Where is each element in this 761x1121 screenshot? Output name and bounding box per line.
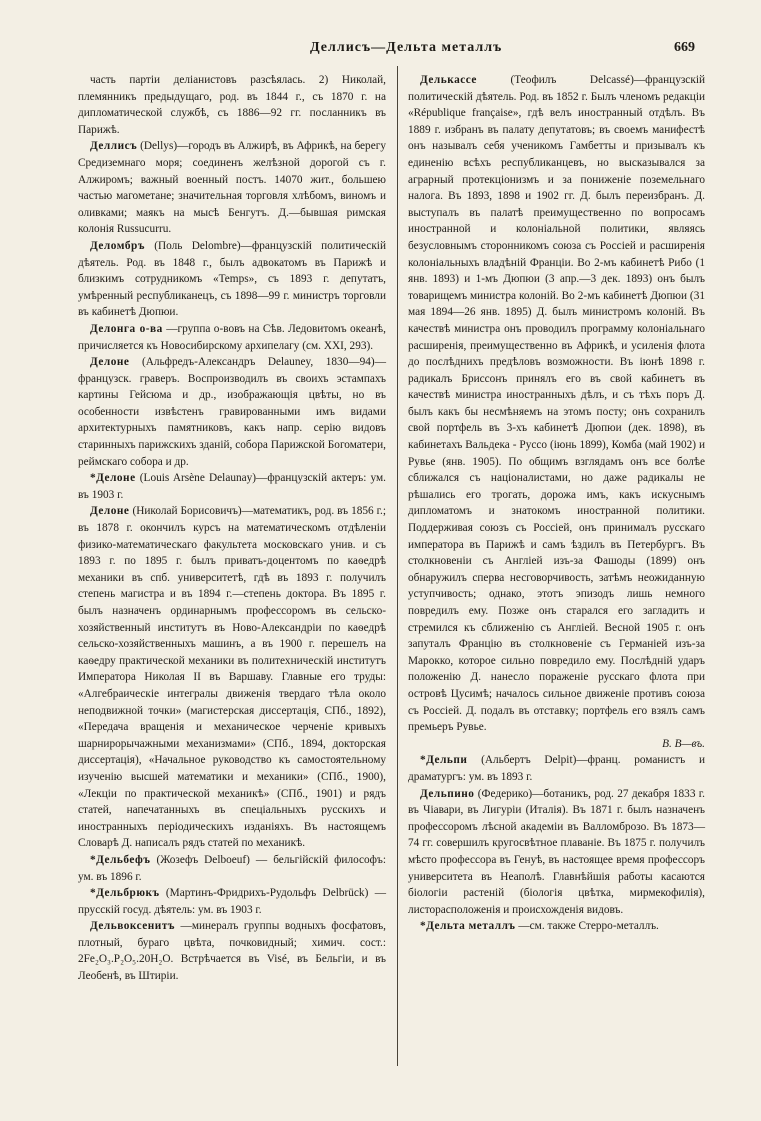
entry-text: (Альбертъ Delpit)—франц. романистъ и драматургъ: ум. въ 1893 г. xyxy=(408,754,705,783)
entry-text: (Dellys)—городъ въ Алжирѣ, въ Африкѣ, на берегу Средиземнаго моря; соединенъ желѣзной дорогой съ г. Алжиромъ; важный военный постъ. 14070 жит., большею частью магометане; значительная торговля хлѣбомъ, виномъ и оливками; маякъ на мысѣ Бенгутъ. Д.—бывшая римская колонія Russucurru. xyxy=(78,140,387,236)
dictionary-entry xyxy=(408,918,705,935)
dictionary-entry xyxy=(408,72,705,736)
right-column xyxy=(408,72,705,935)
entry-headword: *Дельта металлъ xyxy=(420,920,516,933)
entry-text: —см. также Стерро-металлъ. xyxy=(518,920,659,933)
left-column xyxy=(78,72,386,985)
entry-headword: *Дельбрюкъ xyxy=(90,887,160,900)
dictionary-entry xyxy=(78,918,386,984)
dictionary-entry xyxy=(78,138,386,238)
column-divider xyxy=(397,66,398,1066)
entry-headword: Делькассе xyxy=(420,74,477,86)
entry-text: —минералъ группы водныхъ фосфатовъ, плотный, бураго цвѣта, почковидный; химич. сост.: 2Fe₂O₃.P₂O₅.20H₂O. Встрѣчается въ Visé, въ Бельгіи, и въ Леобенѣ, въ Штиріи. xyxy=(78,920,386,983)
dictionary-entry xyxy=(78,885,386,918)
entry-text: (Николай Борисовичъ)—математикъ, род. въ 1856 г.; въ 1878 г. окончилъ курсъ на математическомъ отдѣленіи физико-математическаго факультета московскаго унив. и съ 1893 г. по 1895 г. былъ приватъ-доцентомъ по каѳедрѣ механики въ спб. университетѣ, гдѣ въ 1893 г. получилъ степень магистра и въ 1894 г.—степень доктора. Въ 1895 г. былъ назначенъ ординарнымъ профессоромъ въ сельско-хозяйственный институтъ въ Ново-Александріи по каѳедрѣ сельско-хозяйственныхъ машинъ, а въ 1900 г. перешелъ на каѳедру практической механики въ политехническій институтъ Императора Николая II въ Варшаву. Главные его труды: «Алгебраическіе интегралы движенія твердаго тѣла около неподвижной точки» (магистерская диссертація, СПб., 1892), «Передача вращенія и механическое черченіе кривыхъ шарнирорычажными механизмами» (СПб., 1894, докторская диссертація), «Начальное руководство къ самостоятельному изученію высшей математики и механики» (СПб., 1900), «Лекціи по практической механикѣ» (СПб., 1901) и рядъ статей, напечатанныхъ въ спеціальныхъ русскихъ и иностранныхъ періодическихъ изданіяхъ. Въ настоящемъ Словарѣ Д. написалъ рядъ статей по механикѣ. xyxy=(78,505,386,850)
page-header xyxy=(75,40,695,62)
entry-headword: *Дельбефъ xyxy=(90,853,151,866)
dictionary-entry xyxy=(78,72,386,138)
entry-headword: *Дельпи xyxy=(420,754,468,767)
entry-headword: Делоне xyxy=(90,505,130,518)
entry-text: (Мартинъ-Фридрихъ-Рудольфъ Delbrück) — прусскій госуд. дѣятель: ум. въ 1903 г. xyxy=(78,887,386,916)
entry-text: (Альфредъ-Александръ Delauney, 1830—94)—французск. граверъ. Воспроизводилъ въ своихъ эстампахъ картины Гейсюма и др., изображающія цвѣты, но въ особенности извѣстенъ гравированными имъ видами архитектурныхъ памятниковъ, какъ напр. серію видовъ старинныхъ парижскихъ зданій, собора Парижской Богоматери, реймскаго собора и др. xyxy=(78,356,386,468)
entry-headword: *Делоне xyxy=(90,472,136,485)
entry-text: (Теофилъ Delcassé)—французскій политическій дѣятель. Род. въ 1852 г. Былъ членомъ редакціи «République française», гдѣ велъ иностранный отдѣлъ. Въ 1889 г. избранъ въ палату депутатовъ; въ своемъ манифестѣ онъ называлъ себя ученикомъ Гамбетты и призывалъ къ единенію всѣхъ республиканцевъ, но высказывался за аграрный протекціонизмъ и за пониженіе поземельнаго налога. Въ 1893, 1898 и 1902 гг. Д. былъ переизбранъ. Д. выступалъ въ палатѣ преимущественно по вопросамъ иностранной и колоніальной политики, являясь безусловнымъ сторонникомъ союза съ Россіей и расширенія колоніальныхъ владѣній Франціи. Во 2-мъ кабинетѣ Рибо (1 янв. 1893) и 1-мъ Дюпюи (3 апр.—3 дек. 1893) онъ былъ товарищемъ министра колоній. Во 2-мъ кабинетѣ Дюпюи (31 мая 1894—26 янв. 1895) Д. былъ министромъ колоній. Въ качествѣ министра онъ проводилъ программу колоніальнаго расширенія, преимущественно въ Африкѣ, и усиленія флота до послѣднихъ предѣловъ возможности. Въ іюнѣ 1898 г. радикалъ Бриссонъ принялъ его въ свой кабинетъ въ качествѣ министра иностранныхъ дѣлъ, и съ тѣхъ поръ Д. былъ какъ бы несмѣняемъ на этомъ посту; онъ сохранилъ свой портфель въ 3-хъ кабинетѣ Дюпюи (дек. 1898), въ кабинетахъ Вальдека - Руссо (іюнь 1899), Комба (май 1902) и Рувье (янв. 1905). По общимъ взглядамъ онъ все болѣе сближался съ націоналистами, но даже радикалы не рѣшались его трогать, дорожа имъ, какъ искуснымъ дипломатомъ и знатокомъ иностранной политики. Поддерживая союзъ съ Россіей, онъ принималъ русскаго императора въ Парижѣ и самъ ѣздилъ въ Петербургъ. Въ столкновеніи съ Англіей изъ-за Фашоды (1899) онъ обнаружилъ сперва несговорчивость, затѣмъ неожиданную уступчивость; однако, этотъ эпизодъ лишь немного повредилъ ему. Позже онъ старался его загладить и стремился къ сближенію съ Англіей. Весной 1905 г. онъ запуталъ Францію въ столкновеніе съ Германіей изъ-за Марокко, которое сильно повредило ему. Послѣдній ударъ положенію Д. нанесло пораженіе русскаго флота при островѣ Цусимѣ; началось сильное движеніе противъ союза съ Россіей. Д. подалъ въ отставку; портфель его взялъ самъ премьеръ Рувье. xyxy=(408,74,705,734)
entry-text: часть партіи деліанистовъ разсѣялась. 2) Николай, племянникъ предыдущаго, род. въ 1844 г., съ 1870 г. на дипломатической службѣ, съ 1886—92 гг. посланникъ въ Парижѣ. xyxy=(78,74,386,136)
entry-text: (Поль Delombre)—французскій политическій дѣятель. Род. въ 1848 г., былъ адвокатомъ въ Парижѣ и близкимъ сотрудникомъ «Temps», съ 1893 г. депутатъ, умѣренный республиканецъ, съ 1898—99 г. министръ торговли въ кабинетѣ Дюпюи. xyxy=(78,239,386,319)
entry-text: (Федерико)—ботаникъ, род. 27 декабря 1833 г. въ Чіавари, въ Лигуріи (Италія). Въ 1871 г. былъ назначенъ профессоромъ лѣсной академіи въ Валломброзо. Въ 1873—74 гг. совершилъ кругосвѣтное плаваніе. Въ 1875 г. получилъ мѣсто профессора въ Генуѣ, въ настоящее время профессоръ университета въ Неаполѣ. Главнѣйшія работы касаются біологіи растеній (біологія цвѣтка, мирмекофилія), листорасположенія и происхожденія видовъ. xyxy=(408,787,705,916)
entry-headword: Дельпино xyxy=(420,787,475,800)
dictionary-entry xyxy=(408,752,705,785)
running-title: Деллисъ—Дельта металлъ xyxy=(310,40,503,55)
entry-signature: В. В—въ. xyxy=(662,737,705,750)
dictionary-entry xyxy=(78,852,386,885)
dictionary-entry xyxy=(78,503,386,851)
entry-headword: Делоне xyxy=(90,356,130,369)
entry-headword: Деллисъ xyxy=(90,140,138,153)
entry-headword: Деломбръ xyxy=(90,239,145,252)
entry-text: —группа о-вовъ на Сѣв. Ледовитомъ океанѣ, причисляется къ Новосибирскому архипелагу (см. XXI, 293). xyxy=(78,322,387,352)
entry-text: (Louis Arsène Delaunay)—французскій актеръ: ум. въ 1903 г. xyxy=(78,472,386,501)
entry-headword: Дельвоксенитъ xyxy=(90,920,175,933)
page-number: 669 xyxy=(674,40,695,55)
entry-headword: Делонга о-ва xyxy=(90,322,163,335)
entry-text: (Жозефъ Delboeuf) — бельгійскій философъ: ум. въ 1896 г. xyxy=(78,853,386,883)
dictionary-entry xyxy=(78,238,386,321)
dictionary-entry xyxy=(78,470,386,503)
dictionary-entry xyxy=(408,786,705,919)
dictionary-entry xyxy=(78,321,386,354)
dictionary-entry xyxy=(78,354,386,470)
